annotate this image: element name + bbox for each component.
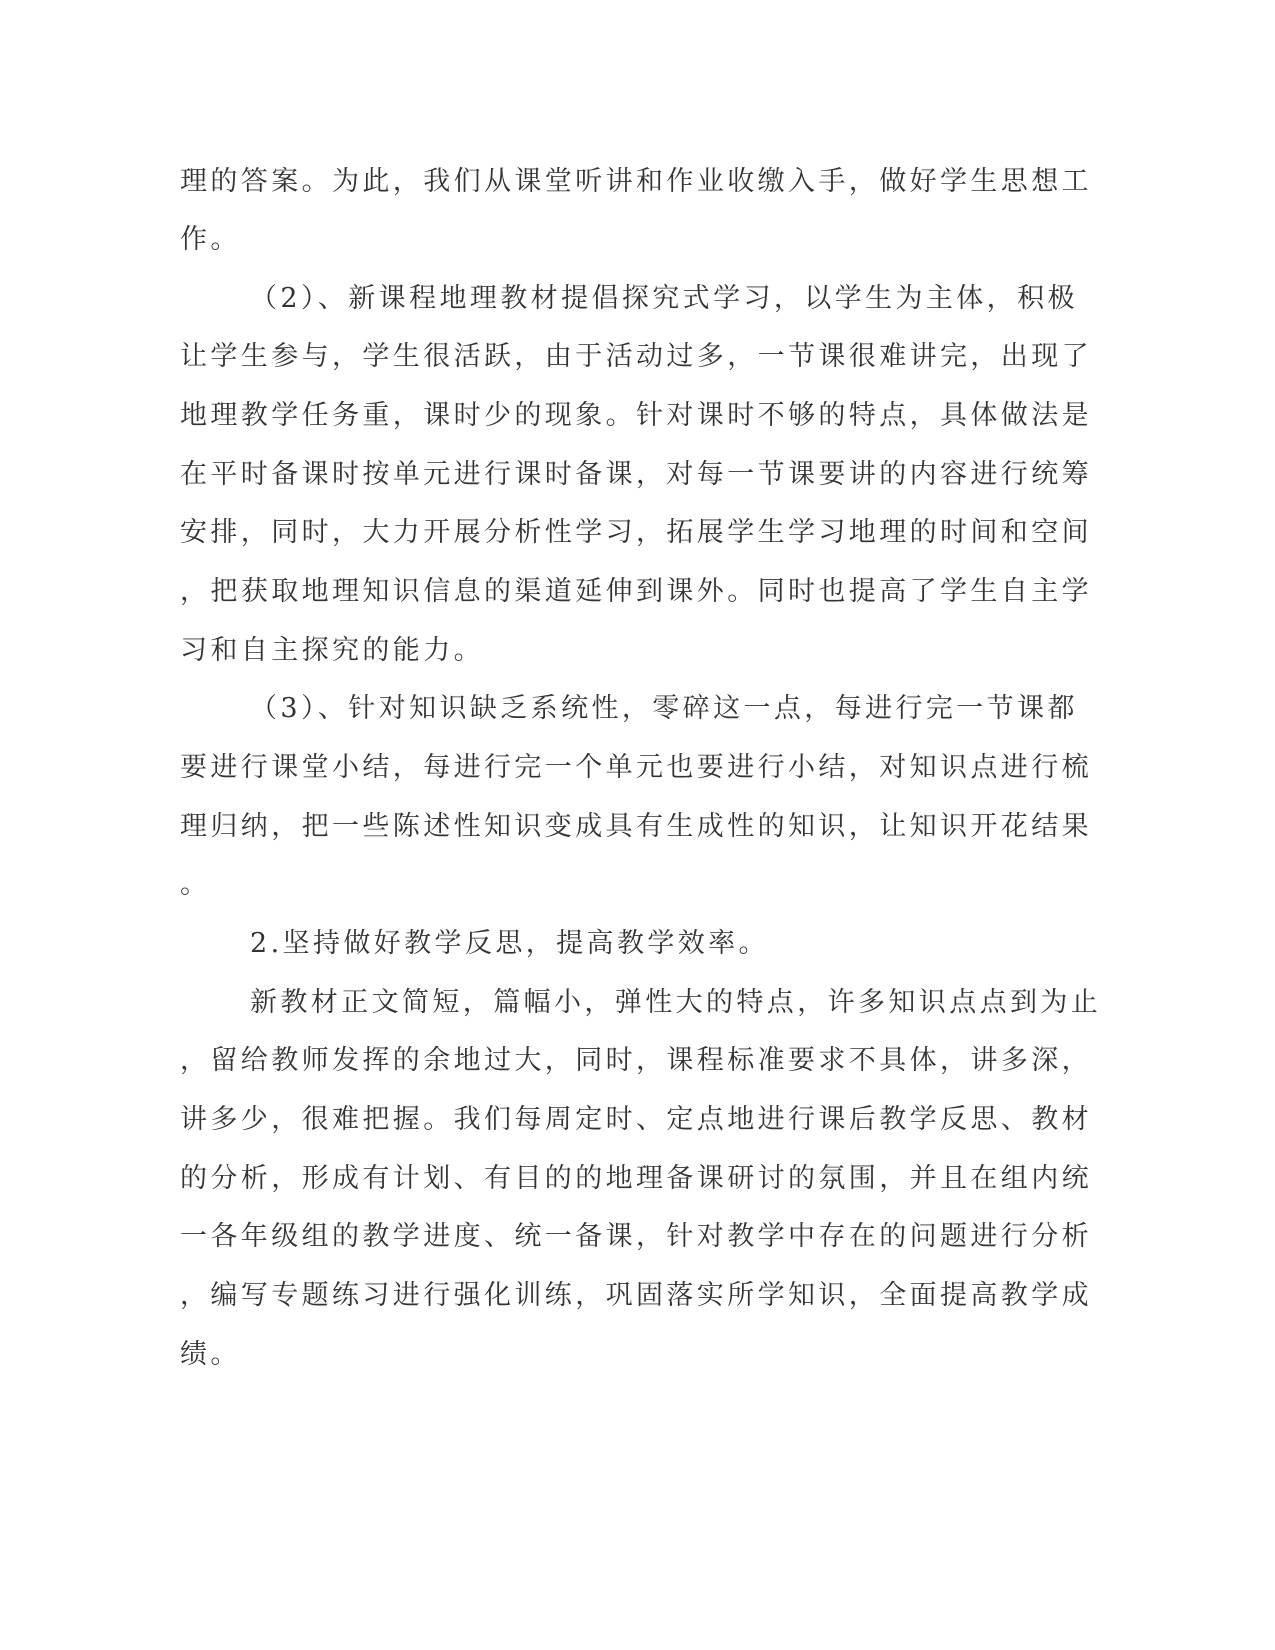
text-line: 作。: [180, 224, 241, 255]
text-line: 理归纳，把一些陈述性知识变成具有生成性的知识，让知识开花结果: [180, 811, 1092, 842]
text-line: ，留给教师发挥的余地过大，同时，课程标准要求不具体，讲多深，: [180, 1045, 1092, 1076]
text-line: 绩。: [180, 1339, 241, 1370]
text-line: 。: [180, 869, 211, 900]
section-heading: 2.坚持做好教学反思，提高教学效率。: [250, 928, 769, 959]
text-line: 新教材正文简短，篇幅小，弹性大的特点，许多知识点点到为止: [250, 987, 1102, 1018]
text-line: （3）、针对知识缺乏系统性，零碎这一点，每进行完一节课都: [250, 693, 1078, 724]
text-line: 要进行课堂小结，每进行完一个单元也要进行小结，对知识点进行梳: [180, 752, 1092, 783]
text-line: 安排，同时，大力开展分析性学习，拓展学生学习地理的时间和空间: [180, 517, 1092, 548]
text-line: 让学生参与，学生很活跃，由于活动过多，一节课很难讲完，出现了: [180, 341, 1092, 372]
text-line: ，编写专题练习进行强化训练，巩固落实所学知识，全面提高教学成: [180, 1280, 1092, 1311]
text-line: 地理教学任务重，课时少的现象。针对课时不够的特点，具体做法是: [180, 400, 1092, 431]
text-line: 一各年级组的教学进度、统一备课，针对教学中存在的问题进行分析: [180, 1221, 1092, 1252]
text-line: 在平时备课时按单元进行课时备课，对每一节课要讲的内容进行统筹: [180, 459, 1092, 490]
text-line: 的分析，形成有计划、有目的的地理备课研讨的氛围，并且在组内统: [180, 1163, 1092, 1194]
text-line: 习和自主探究的能力。: [180, 635, 484, 666]
text-line: 讲多少，很难把握。我们每周定时、定点地进行课后教学反思、教材: [180, 1104, 1092, 1135]
text-line: （2）、新课程地理教材提倡探究式学习，以学生为主体，积极: [250, 283, 1078, 314]
text-line: ，把获取地理知识信息的渠道延伸到课外。同时也提高了学生自主学: [180, 576, 1092, 607]
text-line: 理的答案。为此，我们从课堂听讲和作业收缴入手，做好学生思想工: [180, 166, 1092, 197]
